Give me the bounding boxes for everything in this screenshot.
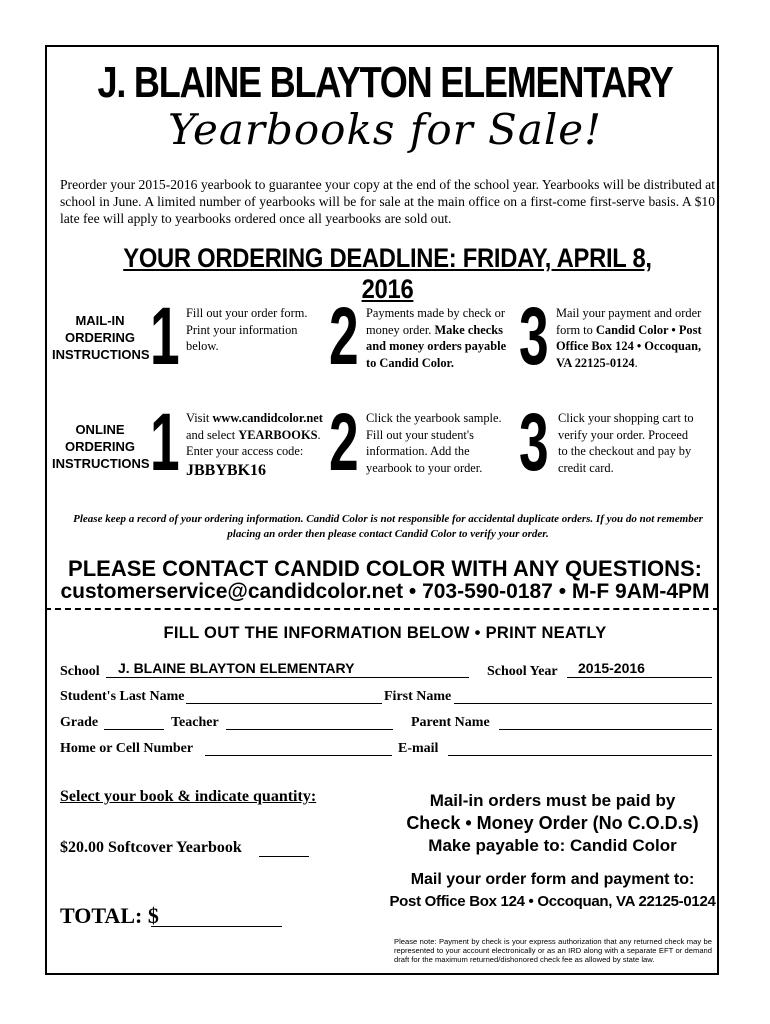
first-name-field[interactable] [454, 703, 712, 704]
mail-in-label: MAIL-IN ORDERING INSTRUCTIONS [52, 313, 150, 362]
phone-field[interactable] [205, 755, 392, 756]
school-title: J. BLAINE BLAYTON ELEMENTARY [97, 58, 673, 107]
school-year-value: 2015-2016 [578, 660, 645, 676]
mail-in-step2-text: Payments made by check or money order. Make checks and money orders payable to Candid Color. [366, 306, 507, 370]
grade-field[interactable] [104, 729, 164, 730]
parent-name-field[interactable] [499, 729, 712, 730]
mail-in-step3-text: Mail your payment and order form to Candid Color • Post Office Box 124 • Occoquan, VA 22125-0124. [556, 306, 702, 370]
email-label: E-mail [398, 741, 439, 756]
grade-label: Grade [60, 715, 99, 730]
softcover-yearbook-label: $20.00 Softcover Yearbook [60, 839, 242, 856]
payable-to: Make payable to: Candid Color [428, 836, 677, 855]
online-step3-number: 3 [519, 397, 549, 488]
cut-line [45, 608, 719, 610]
online-step2-text: Click the yearbook sample. Fill out your student's information. Add the yearbook to your order. [366, 411, 502, 475]
mail-in-step1-text: Fill out your order form. Print your information below. [186, 306, 308, 353]
online-step3-text: Click your shopping cart to verify your order. Proceed to the checkout and pay by credit card. [558, 411, 694, 475]
email-field[interactable] [448, 755, 712, 756]
page-subtitle: Yearbooks for Sale! [167, 105, 603, 154]
access-code: JBBYBK16 [186, 462, 267, 479]
payment-methods: Check • Money Order (No C.O.D.s) [406, 813, 699, 833]
online-step1-text: Visit www.candidcolor.net and select YEARBOOKS. Enter your access code: [186, 411, 323, 458]
mailing-address: Post Office Box 124 • Occoquan, VA 22125-0124 [389, 893, 716, 910]
contact-heading: PLEASE CONTACT CANDID COLOR WITH ANY QUESTIONS: [68, 556, 702, 581]
ordering-deadline: YOUR ORDERING DEADLINE: FRIDAY, APRIL 8, 2016 [123, 243, 652, 304]
school-label: School [60, 664, 100, 679]
total-field[interactable] [151, 926, 282, 927]
mail-in-step2-number: 2 [329, 291, 359, 382]
mail-to-heading: Mail your order form and payment to: [410, 871, 695, 888]
parent-name-label: Parent Name [411, 715, 490, 730]
online-label: ONLINE ORDERING INSTRUCTIONS [52, 422, 150, 471]
payment-fine-print: Please note: Payment by check is your express authorization that any returned check may be represented to your account electronically or as an IRD along with a separate EFT or demand draft for the maximum returned/dishonored check fee as allowed by state law. [394, 937, 712, 964]
last-name-label: Student's Last Name [60, 689, 185, 704]
payment-requirement: Mail-in orders must be paid by [429, 791, 676, 810]
school-year-field[interactable] [567, 677, 712, 678]
last-name-field[interactable] [186, 703, 382, 704]
select-book-heading: Select your book & indicate quantity: [60, 788, 317, 805]
mail-in-step1-number: 1 [150, 291, 180, 382]
teacher-label: Teacher [171, 715, 219, 730]
first-name-label: First Name [384, 689, 452, 704]
contact-details: customerservice@candidcolor.net • 703-590-0187 • M-F 9AM-4PM [60, 580, 710, 603]
mail-in-step3-number: 3 [519, 291, 549, 382]
phone-label: Home or Cell Number [60, 741, 194, 756]
form-heading: FILL OUT THE INFORMATION BELOW • PRINT NEATLY [163, 624, 607, 642]
school-field-value: J. BLAINE BLAYTON ELEMENTARY [118, 660, 355, 676]
intro-paragraph: Preorder your 2015-2016 yearbook to guarantee your copy at the end of the school year. Yearbooks will be distributed at school in June. A limited number of yearbooks will be for sale at the main office on a first-come first-serve basis. A $10 late fee will apply to yearbooks ordered once all yearbooks are sold out. [60, 177, 715, 226]
total-label: TOTAL: $ [60, 903, 159, 928]
school-field[interactable] [106, 677, 469, 678]
school-year-label: School Year [487, 664, 558, 679]
record-keeping-note: Please keep a record of your ordering information. Candid Color is not responsible for accidental duplicate orders. If you do not remember placing an order then please contact Candid Color to verify your order. [73, 513, 703, 540]
quantity-field[interactable] [259, 856, 309, 857]
online-step1-number: 1 [150, 397, 180, 488]
online-step2-number: 2 [329, 397, 359, 488]
teacher-field[interactable] [226, 729, 393, 730]
